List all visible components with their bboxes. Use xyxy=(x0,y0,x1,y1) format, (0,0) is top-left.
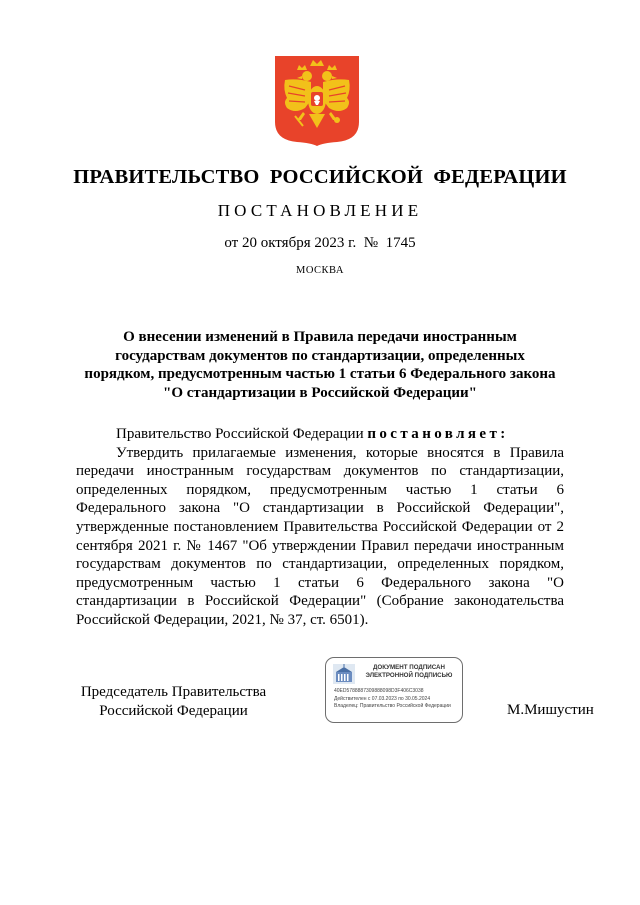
coat-of-arms-emblem xyxy=(275,56,359,146)
electronic-signature-stamp xyxy=(325,657,463,723)
document-body xyxy=(76,425,564,630)
stamp-serial: 40ED5788887309888098D3F406C3038 xyxy=(334,688,424,694)
subject-line: государствам документов по стандартизации, определенных xyxy=(115,347,525,364)
subject-line: "О стандартизации в Российской Федерации" xyxy=(163,384,477,401)
main-paragraph: Утвердить прилагаемые изменения, которые вносятся в Правила передачи иностранным государствам документов по стандартизации, определенных порядком, предусмотренным частью 1 статьи 6 Федерального закона "О стандартизации в Российской Федерации", утвержденные постановлением Правительства Российской Федерации от 2 сентября 2021 г. № 1467 "Об утверждении Правил передачи иностранным государствам документов по стандартизации, определенных порядком, предусмотренным частью 1 статьи 6 Федерального закона "О стандартизации в Российской Федерации" (Собрание законодательства Российской Федерации, 2021, № 37, ст. 6501). xyxy=(76,444,564,628)
decree-line xyxy=(76,425,564,444)
subject-line: порядком, предусмотренным частью 1 статьи 6 Федерального закона xyxy=(84,366,556,382)
stamp-owner: Владелец: Правительство Российской Федерации xyxy=(334,703,451,709)
document-type: ПОСТАНОВЛЕНИЕ xyxy=(217,201,423,220)
subject-line: О внесении изменений в Правила передачи иностранным xyxy=(123,329,517,345)
government-building-icon xyxy=(333,664,355,684)
signer-position xyxy=(66,683,281,720)
document-city: МОСКВА xyxy=(296,265,344,276)
stamp-title xyxy=(362,664,456,680)
document-date-number: от 20 октября 2023 г. № 1745 xyxy=(224,235,416,251)
signer-position-line: Российской Федерации xyxy=(99,702,248,719)
stamp-validity: Действителен с 07.03.2023 по 30.05.2024 xyxy=(334,696,431,702)
stamp-title-line: ДОКУМЕНТ ПОДПИСАН xyxy=(373,664,445,671)
decree-word: постановляет: xyxy=(367,426,509,442)
signer-position-line: Председатель Правительства xyxy=(80,684,267,700)
document-subject xyxy=(0,328,640,402)
stamp-title-line: ЭЛЕКТРОННОЙ ПОДПИСЬЮ xyxy=(365,672,453,679)
decree-lead: Правительство Российской Федерации xyxy=(116,426,368,442)
signer-name: М.Мишустин xyxy=(507,702,594,718)
government-title: ПРАВИТЕЛЬСТВО РОССИЙСКОЙ ФЕДЕРАЦИИ xyxy=(73,166,567,188)
